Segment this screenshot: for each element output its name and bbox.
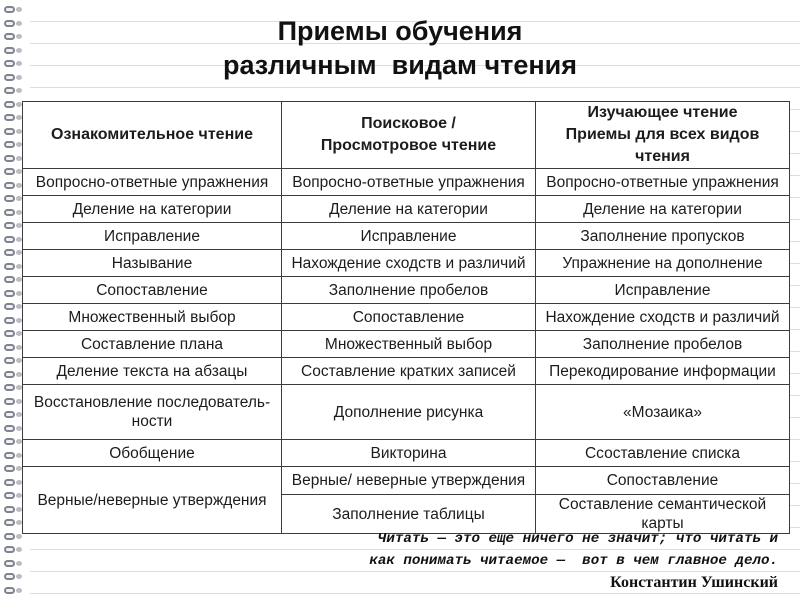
table-cell: Вопросно-ответные упражнения [536, 169, 790, 196]
binding-hole [16, 21, 22, 26]
binding-ring [4, 479, 22, 486]
binding-ring-loop [4, 317, 15, 324]
table-cell: Нахождение сходств и различий [536, 304, 790, 331]
binding-ring-loop [4, 263, 15, 270]
header-label: Изучающее чтение [587, 104, 738, 121]
binding-ring [4, 47, 22, 54]
table-cell: Составление кратких записей [282, 358, 536, 385]
binding-hole [16, 61, 22, 66]
table-cell: Сопоставление [23, 277, 282, 304]
quote [158, 528, 778, 594]
reading-methods-table-container [22, 101, 789, 531]
binding-ring [4, 263, 22, 270]
binding-ring [4, 155, 22, 162]
table-header-row [23, 102, 790, 169]
binding-hole [16, 88, 22, 93]
binding-ring [4, 128, 22, 135]
binding-hole [16, 75, 22, 80]
binding-ring-loop [4, 330, 15, 337]
binding-ring-loop [4, 141, 15, 148]
table-row [23, 250, 790, 277]
table-cell: Сопоставление [536, 467, 790, 495]
table-cell: Упражнение на дополнение [536, 250, 790, 277]
table-cell: Верные/ неверные утверждения [282, 467, 536, 495]
binding-hole [16, 547, 22, 552]
binding-ring-loop [4, 60, 15, 67]
page-title [150, 14, 650, 82]
binding-ring-loop [4, 155, 15, 162]
table-cell: Деление на категории [536, 196, 790, 223]
table-row [23, 385, 790, 440]
title-line-1: Приемы обучения [277, 16, 523, 46]
binding-ring-loop [4, 33, 15, 40]
binding-ring-loop [4, 506, 15, 513]
table-cell: Деление на категории [23, 196, 282, 223]
binding-ring [4, 33, 22, 40]
binding-ring [4, 533, 22, 540]
table-row [23, 223, 790, 250]
binding-ring [4, 411, 22, 418]
table-cell: Составление семантической карты [536, 495, 790, 534]
table-cell: Множественный выбор [23, 304, 282, 331]
header-label: Ознакомительное чтение [51, 126, 253, 143]
binding-ring [4, 60, 22, 67]
binding-ring [4, 465, 22, 472]
binding-ring-loop [4, 303, 15, 310]
binding-ring [4, 398, 22, 405]
binding-ring [4, 276, 22, 283]
binding-ring [4, 587, 22, 594]
title-line-2: различным видам чтения [222, 50, 578, 80]
binding-ring-loop [4, 182, 15, 189]
binding-ring-loop [4, 357, 15, 364]
binding-ring-loop [4, 209, 15, 216]
binding-ring-loop [4, 587, 15, 594]
binding-ring-loop [4, 222, 15, 229]
table-row [23, 304, 790, 331]
binding-ring [4, 195, 22, 202]
table-cell: Нахождение сходств и различий [282, 250, 536, 277]
binding-ring [4, 384, 22, 391]
binding-ring-loop [4, 465, 15, 472]
binding-ring-loop [4, 533, 15, 540]
table-cell: Деление на категории [282, 196, 536, 223]
table-cell: Восстановление последователь-ности [23, 385, 282, 440]
table-cell: Заполнение пробелов [536, 331, 790, 358]
header-label: Просмотровое чтение [320, 137, 497, 154]
binding-ring-loop [4, 101, 15, 108]
binding-ring [4, 141, 22, 148]
binding-ring-loop [4, 168, 15, 175]
binding-ring-loop [4, 114, 15, 121]
table-cell: Сопоставление [282, 304, 536, 331]
binding-ring [4, 101, 22, 108]
table-row [23, 196, 790, 223]
table-cell: Заполнение пропусков [536, 223, 790, 250]
binding-ring [4, 209, 22, 216]
table-cell: Исправление [282, 223, 536, 250]
binding-ring [4, 290, 22, 297]
header-label: Поисковое / [361, 115, 456, 132]
binding-hole [16, 534, 22, 539]
binding-ring [4, 6, 22, 13]
binding-ring [4, 20, 22, 27]
table-cell: Деление текста на абзацы [23, 358, 282, 385]
binding-ring-loop [4, 128, 15, 135]
table-cell: Дополнение рисунка [282, 385, 536, 440]
binding-ring-loop [4, 546, 15, 553]
binding-ring [4, 573, 22, 580]
binding-ring [4, 506, 22, 513]
binding-ring [4, 74, 22, 81]
binding-ring [4, 371, 22, 378]
binding-ring-loop [4, 492, 15, 499]
quote-line-2: как понимать читаемое — вот в чем главное дело. [369, 553, 778, 569]
binding-ring-loop [4, 344, 15, 351]
binding-ring [4, 317, 22, 324]
binding-ring-loop [4, 290, 15, 297]
binding-ring [4, 236, 22, 243]
reading-methods-table [22, 101, 790, 534]
quote-line-1: Читать — это еще ничего не значит; что читать и [377, 531, 778, 547]
binding-ring-loop [4, 371, 15, 378]
header-study-reading [536, 102, 790, 169]
table-cell: Вопросно-ответные упражнения [282, 169, 536, 196]
binding-ring [4, 519, 22, 526]
binding-ring [4, 249, 22, 256]
quote-author: Константин Ушинский [610, 574, 778, 591]
binding-ring [4, 546, 22, 553]
binding-ring [4, 452, 22, 459]
table-cell: Исправление [23, 223, 282, 250]
binding-ring [4, 330, 22, 337]
binding-ring-loop [4, 479, 15, 486]
header-label: Приемы для всех видов чтения [565, 126, 760, 165]
binding-ring [4, 303, 22, 310]
table-cell: Заполнение пробелов [282, 277, 536, 304]
binding-ring-loop [4, 195, 15, 202]
binding-hole [16, 34, 22, 39]
table-row [23, 331, 790, 358]
binding-ring [4, 87, 22, 94]
binding-ring [4, 114, 22, 121]
binding-hole [16, 561, 22, 566]
binding-ring-loop [4, 519, 15, 526]
binding-ring-loop [4, 47, 15, 54]
table-cell: Верные/неверные утверждения [23, 467, 282, 534]
table-cell: «Мозаика» [536, 385, 790, 440]
table-cell: Обобщение [23, 440, 282, 467]
table-cell: Викторина [282, 440, 536, 467]
header-familiarization-reading [23, 102, 282, 169]
table-cell: Вопросно-ответные упражнения [23, 169, 282, 196]
table-row [23, 169, 790, 196]
binding-ring-loop [4, 384, 15, 391]
binding-ring [4, 344, 22, 351]
binding-ring-loop [4, 74, 15, 81]
table-cell: Множественный выбор [282, 331, 536, 358]
binding-ring-loop [4, 398, 15, 405]
binding-ring [4, 168, 22, 175]
binding-ring-loop [4, 87, 15, 94]
binding-ring-loop [4, 411, 15, 418]
binding-ring [4, 357, 22, 364]
binding-hole [16, 48, 22, 53]
table-cell: Исправление [536, 277, 790, 304]
binding-hole [16, 574, 22, 579]
binding-ring [4, 425, 22, 432]
binding-ring-loop [4, 438, 15, 445]
binding-ring [4, 222, 22, 229]
binding-hole [16, 7, 22, 12]
header-search-scan-reading [282, 102, 536, 169]
table-row [23, 358, 790, 385]
binding-ring-loop [4, 6, 15, 13]
table-row [23, 277, 790, 304]
binding-ring-loop [4, 573, 15, 580]
table-cell: Перекодирование информации [536, 358, 790, 385]
binding-ring-loop [4, 425, 15, 432]
table-cell: Называние [23, 250, 282, 277]
binding-hole [16, 588, 22, 593]
binding-ring [4, 492, 22, 499]
binding-ring [4, 560, 22, 567]
binding-ring-loop [4, 249, 15, 256]
binding-ring-loop [4, 452, 15, 459]
table-cell: Ссоставление списка [536, 440, 790, 467]
table-cell: Составление плана [23, 331, 282, 358]
table-cell: Заполнение таблицы [282, 495, 536, 534]
binding-ring-loop [4, 20, 15, 27]
table-row [23, 467, 790, 495]
binding-ring-loop [4, 276, 15, 283]
binding-ring [4, 438, 22, 445]
table-row [23, 440, 790, 467]
binding-ring-loop [4, 560, 15, 567]
binding-ring [4, 182, 22, 189]
binding-ring-loop [4, 236, 15, 243]
